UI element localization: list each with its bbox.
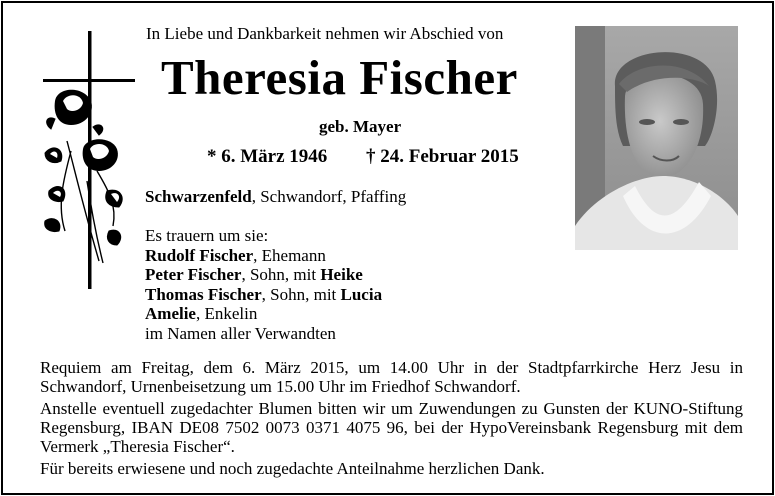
mourner-name: Rudolf Fischer xyxy=(145,245,254,265)
mourner-relation: , Sohn, mit xyxy=(261,284,341,304)
mourner-line xyxy=(145,265,382,285)
mourner-name: Peter Fischer xyxy=(145,265,242,284)
death-date: † 24. Februar 2015 xyxy=(366,146,519,167)
mourner-name: Amelie xyxy=(145,304,196,323)
service-details xyxy=(40,358,743,478)
places-line xyxy=(145,187,406,207)
mourners-block xyxy=(145,226,382,343)
deceased-name: Theresia Fischer xyxy=(161,50,518,105)
requiem-paragraph: Requiem am Freitag, dem 6. März 2015, um 14.00 Uhr in der Stadtpfarrkirche Herz Jesu in Schwandorf, Urnenbeisetzung um 15.00 Uhr im Friedhof Schwandorf. xyxy=(40,358,743,396)
mourner-name: Lucia xyxy=(340,284,383,304)
obituary-notice xyxy=(1,1,774,495)
mourner-line xyxy=(145,304,382,324)
intro-line: In Liebe und Dankbarkeit nehmen wir Abschied von xyxy=(146,24,504,43)
place-others: , Schwandorf, Pfaffing xyxy=(251,187,407,206)
mourner-line xyxy=(145,285,382,305)
mourners-heading: Es trauern um sie: xyxy=(145,226,269,245)
mourner-relation: , Enkelin xyxy=(195,304,258,323)
donation-paragraph: Anstelle eventuell zugedachter Blumen bitten wir um Zuwendungen zu Gunsten der KUNO-Stiftung Regensburg, IBAN DE08 7502 0073 0371 4075 96, bei der HypoVereinsbank Regensburg mit dem Vermerk „Theresia Fischer“. xyxy=(40,399,743,456)
portrait-photo xyxy=(575,26,738,250)
thanks-paragraph: Für bereits erwiesene und noch zugedachte Anteilnahme herzlichen Dank. xyxy=(40,459,545,478)
mourner-name: Thomas Fischer xyxy=(145,284,262,304)
maiden-name: geb. Mayer xyxy=(319,117,402,136)
mourner-relation: , Ehemann xyxy=(253,245,326,265)
mourner-line xyxy=(145,324,382,344)
mourner-relation: im Namen aller Verwandten xyxy=(145,323,336,343)
birth-date: * 6. März 1946 xyxy=(207,146,328,167)
mourner-line xyxy=(145,246,382,266)
cross-with-roses-icon xyxy=(37,31,137,291)
place-primary: Schwarzenfeld xyxy=(145,187,252,206)
mourner-relation: , Sohn, mit xyxy=(241,265,321,284)
mourners-list xyxy=(145,246,382,344)
mourner-name: Heike xyxy=(320,265,363,284)
